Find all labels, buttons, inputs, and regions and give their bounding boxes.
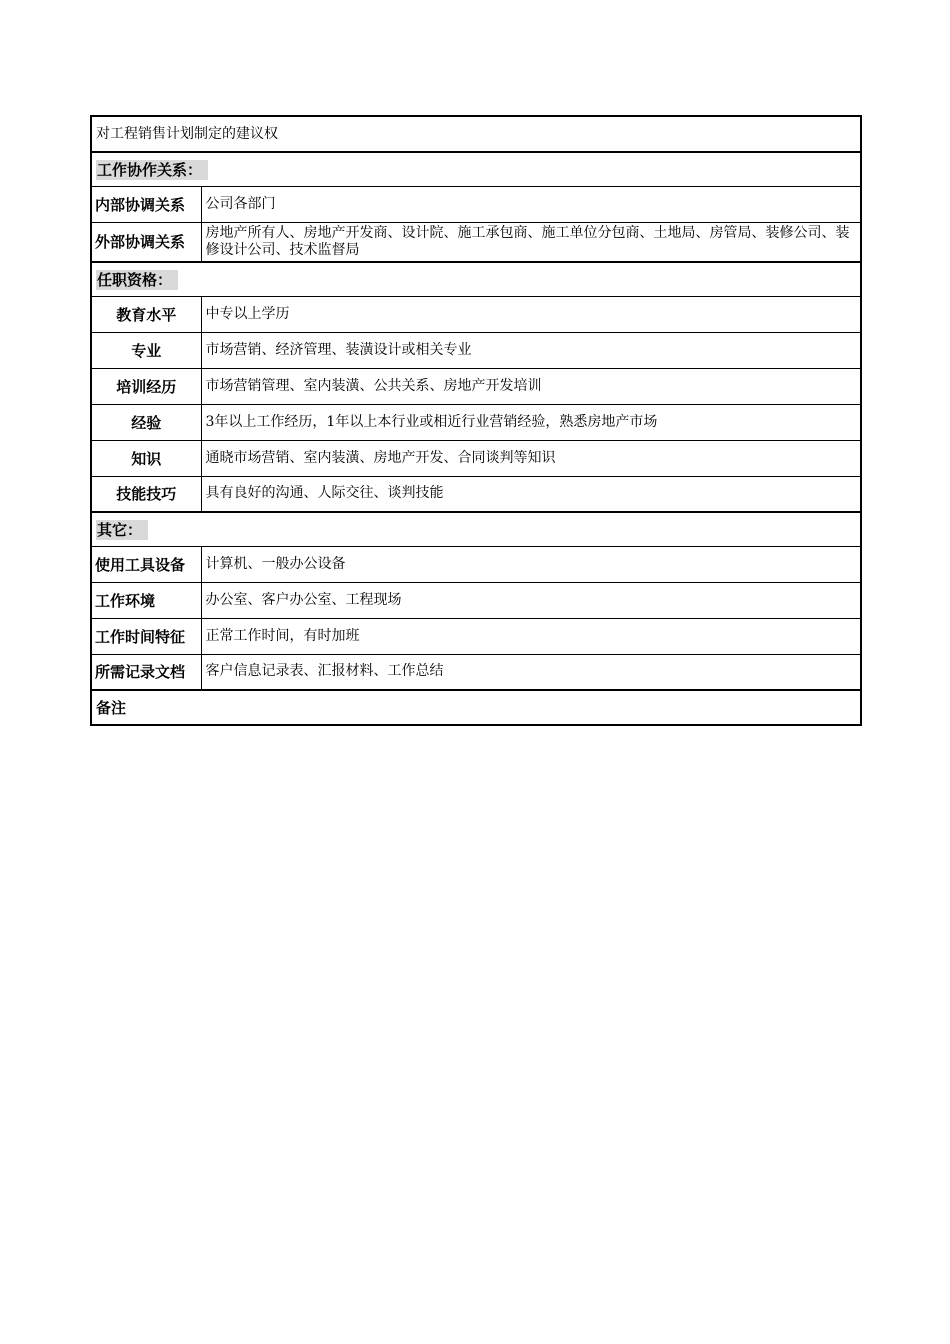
row-label: 专业 [91, 332, 201, 368]
row-label: 使用工具设备 [91, 546, 201, 582]
row-value: 具有良好的沟通、人际交往、谈判技能 [201, 476, 861, 512]
job-description-table [90, 115, 860, 726]
row-label: 经验 [91, 404, 201, 440]
row-value: 客户信息记录表、汇报材料、工作总结 [201, 654, 861, 690]
other-heading-row [91, 512, 861, 546]
table-row [91, 582, 861, 618]
table-row [91, 476, 861, 512]
row-value: 市场营销、经济管理、装潢设计或相关专业 [201, 332, 861, 368]
authority-row [91, 116, 861, 152]
table-row [91, 618, 861, 654]
section-heading-qualification: 任职资格： [91, 262, 861, 296]
row-value: 房地产所有人、房地产开发商、设计院、施工承包商、施工单位分包商、土地局、房管局、装修公司、装修设计公司、技术监督局 [201, 222, 861, 262]
authority-text: 对工程销售计划制定的建议权 [91, 116, 861, 152]
table-row [91, 222, 861, 262]
row-label: 所需记录文档 [91, 654, 201, 690]
row-value: 正常工作时间，有时加班 [201, 618, 861, 654]
row-value: 通晓市场营销、室内装潢、房地产开发、合同谈判等知识 [201, 440, 861, 476]
section-heading-other: 其它： [91, 512, 861, 546]
remarks-label: 备注 [91, 690, 861, 725]
row-value: 市场营销管理、室内装潢、公共关系、房地产开发培训 [201, 368, 861, 404]
row-label: 知识 [91, 440, 201, 476]
row-label: 技能技巧 [91, 476, 201, 512]
row-value: 公司各部门 [201, 186, 861, 222]
table-row [91, 186, 861, 222]
row-label: 内部协调关系 [91, 186, 201, 222]
row-label: 工作环境 [91, 582, 201, 618]
row-value: 计算机、一般办公设备 [201, 546, 861, 582]
row-label: 教育水平 [91, 296, 201, 332]
table-row [91, 332, 861, 368]
row-value: 中专以上学历 [201, 296, 861, 332]
row-value: 3年以上工作经历，1年以上本行业或相近行业营销经验，熟悉房地产市场 [201, 404, 861, 440]
row-label: 工作时间特征 [91, 618, 201, 654]
row-label: 培训经历 [91, 368, 201, 404]
section-heading-collab: 工作协作关系： [91, 152, 861, 186]
collab-heading-row [91, 152, 861, 186]
row-value: 办公室、客户办公室、工程现场 [201, 582, 861, 618]
qualification-heading-row [91, 262, 861, 296]
table-row [91, 368, 861, 404]
table-row [91, 296, 861, 332]
table-row [91, 654, 861, 690]
remarks-row [91, 690, 861, 725]
table-row [91, 440, 861, 476]
table-row [91, 404, 861, 440]
job-table [90, 115, 862, 726]
row-label: 外部协调关系 [91, 222, 201, 262]
table-row [91, 546, 861, 582]
